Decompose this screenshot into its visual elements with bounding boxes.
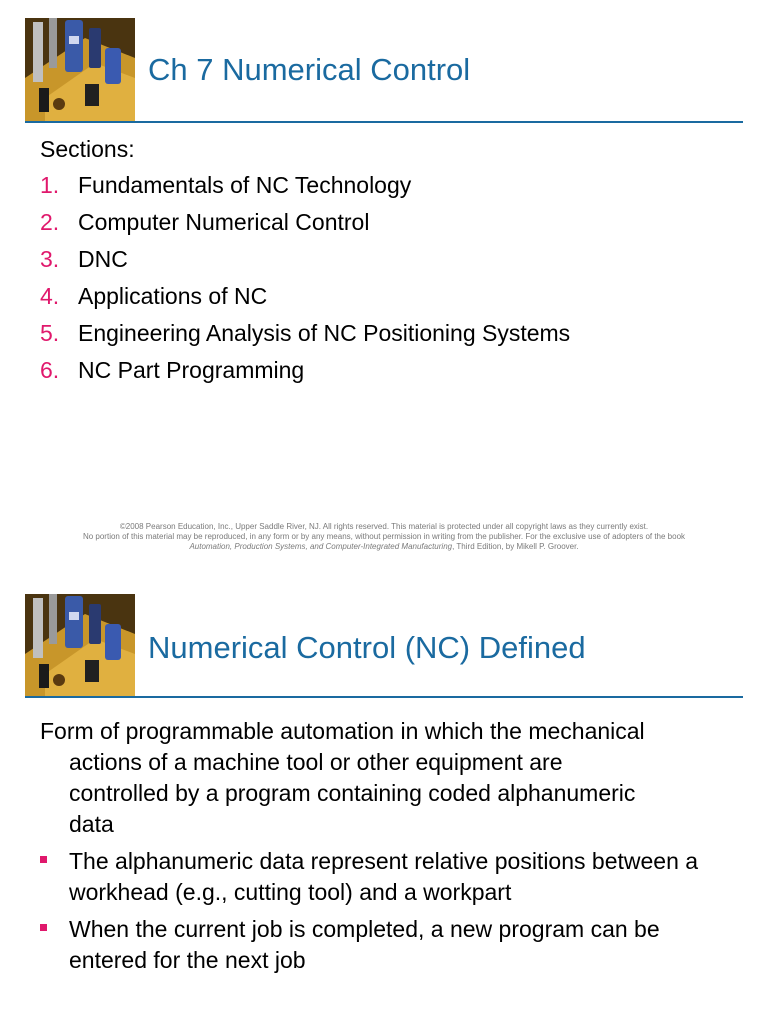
sections-list [40, 172, 570, 394]
definition-line: Form of programmable automation in which the mechanical [40, 718, 645, 744]
circuit-board-photo-icon [25, 18, 135, 122]
footer-line-2: No portion of this material may be reproduced, in any form or by any means, without permission in writing from the publisher. For the exclusive use of adopters of the book [82, 532, 686, 541]
list-item [40, 320, 570, 357]
list-number: 4. [40, 283, 60, 309]
list-number: 3. [40, 246, 60, 272]
footer-line-3 [0, 542, 768, 552]
bullet-text: The alphanumeric data represent relative positions between a workhead (e.g., cutting tool) and a workpart [69, 848, 699, 905]
list-item [40, 914, 740, 976]
footer-edition: , Third Edition, by Mikell P. Groover. [452, 542, 579, 551]
slide-2 [0, 576, 768, 1024]
sections-label: Sections: [40, 136, 135, 162]
bullet-square-icon [40, 924, 47, 931]
list-text: Computer Numerical Control [78, 209, 370, 235]
list-item [40, 846, 740, 908]
title-divider [25, 121, 743, 123]
footer-line-1: ©2008 Pearson Education, Inc., Upper Saddle River, NJ. All rights reserved. This material is protected under all copyright laws as they currently exist. [119, 522, 649, 531]
list-item [40, 172, 570, 209]
list-text: Fundamentals of NC Technology [78, 172, 412, 198]
list-number: 1. [40, 172, 60, 198]
list-item [40, 209, 570, 246]
circuit-board-photo-icon [25, 594, 135, 698]
list-number: 2. [40, 209, 60, 235]
list-text: Applications of NC [78, 283, 268, 309]
footer-book-title: Automation, Production Systems, and Computer-Integrated Manufacturing [189, 542, 453, 551]
bullet-square-icon [40, 856, 47, 863]
definition-line: controlled by a program containing coded alphanumeric [69, 780, 636, 806]
bullet-list [40, 846, 740, 982]
list-text: DNC [78, 246, 128, 272]
definition-line: actions of a machine tool or other equipment are [69, 749, 563, 775]
title-divider [25, 696, 743, 698]
slide-title: Numerical Control (NC) Defined [148, 630, 586, 665]
list-item [40, 357, 570, 394]
definition-line: data [69, 811, 114, 837]
list-item [40, 283, 570, 320]
bullet-text: When the current job is completed, a new program can be entered for the next job [69, 916, 660, 973]
definition-paragraph [40, 716, 740, 840]
list-number: 5. [40, 320, 60, 346]
slide-title: Ch 7 Numerical Control [148, 52, 471, 87]
list-number: 6. [40, 357, 60, 383]
list-text: NC Part Programming [78, 357, 305, 383]
list-text: Engineering Analysis of NC Positioning Systems [78, 320, 571, 346]
copyright-footer [0, 522, 768, 552]
list-item [40, 246, 570, 283]
